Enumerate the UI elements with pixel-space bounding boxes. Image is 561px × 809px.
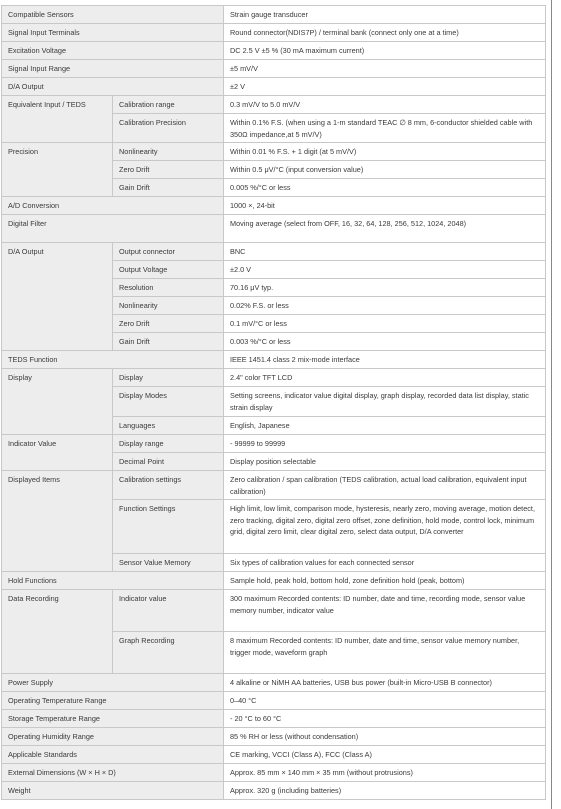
spec-value: BNC — [224, 243, 546, 261]
spec-value: English, Japanese — [224, 417, 546, 435]
spec-value: 1000 ×, 24-bit — [224, 197, 546, 215]
spec-value: 2.4" color TFT LCD — [224, 369, 546, 387]
spec-sublabel: Display range — [113, 435, 224, 453]
spec-value: 0–40 °C — [224, 692, 546, 710]
spec-value: Setting screens, indicator value digital display, graph display, recorded data list display, static strain display — [224, 387, 546, 417]
table-row — [2, 96, 546, 114]
spec-value: DC 2.5 V ±5 % (30 mA maximum current) — [224, 42, 546, 60]
spec-sublabel: Calibration range — [113, 96, 224, 114]
spec-label: Signal Input Terminals — [2, 24, 224, 42]
spec-value: 85 % RH or less (without condensation) — [224, 728, 546, 746]
spec-value: Zero calibration / span calibration (TEDS calibration, actual load calibration, equivalent input calibration) — [224, 471, 546, 500]
spec-value: ±5 mV/V — [224, 60, 546, 78]
spec-label: TEDS Function — [2, 351, 224, 369]
spec-sublabel: Nonlinearity — [113, 297, 224, 315]
spec-group-label: Indicator Value — [2, 435, 113, 471]
table-row — [2, 674, 546, 692]
spec-sublabel: Decimal Point — [113, 453, 224, 471]
spec-value: 300 maximum Recorded contents: ID number, date and time, recording mode, sensor value memory number, indicator value — [224, 590, 546, 632]
spec-value: Sample hold, peak hold, bottom hold, zone definition hold (peak, bottom) — [224, 572, 546, 590]
table-row — [2, 197, 546, 215]
spec-value: 0.02% F.S. or less — [224, 297, 546, 315]
spec-label: Storage Temperature Range — [2, 710, 224, 728]
table-row — [2, 710, 546, 728]
spec-group-label: Displayed Items — [2, 471, 113, 572]
table-row — [2, 590, 546, 632]
spec-value: ±2.0 V — [224, 261, 546, 279]
spec-label: Operating Humidity Range — [2, 728, 224, 746]
spec-value: 0.3 mV/V to 5.0 mV/V — [224, 96, 546, 114]
spec-sublabel: Nonlinearity — [113, 143, 224, 161]
table-row — [2, 351, 546, 369]
spec-label: D/A Output — [2, 78, 224, 96]
spec-label: Weight — [2, 782, 224, 800]
spec-sublabel: Graph Recording — [113, 632, 224, 674]
spec-label: Hold Functions — [2, 572, 224, 590]
spec-label: Operating Temperature Range — [2, 692, 224, 710]
table-row — [2, 243, 546, 261]
spec-value: Six types of calibration values for each connected sensor — [224, 554, 546, 572]
table-row — [2, 215, 546, 243]
spec-sublabel: Output Voltage — [113, 261, 224, 279]
spec-sublabel: Gain Drift — [113, 179, 224, 197]
spec-value: Round connector(NDIS7P) / terminal bank (connect only one at a time) — [224, 24, 546, 42]
spec-value: 0.005 %/°C or less — [224, 179, 546, 197]
spec-sublabel: Function Settings — [113, 500, 224, 554]
spec-value: Within 0.01 % F.S. + 1 digit (at 5 mV/V) — [224, 143, 546, 161]
table-row — [2, 369, 546, 387]
spec-value: Within 0.5 μV/°C (input conversion value) — [224, 161, 546, 179]
spec-value: 4 alkaline or NiMH AA batteries, USB bus power (built-in Micro-USB B connector) — [224, 674, 546, 692]
table-row — [2, 78, 546, 96]
spec-group-label: Data Recording — [2, 590, 113, 674]
spec-sublabel: Resolution — [113, 279, 224, 297]
spec-sublabel: Gain Drift — [113, 333, 224, 351]
spec-value: 0.003 %/°C or less — [224, 333, 546, 351]
spec-value: 0.1 mV/°C or less — [224, 315, 546, 333]
spec-sublabel: Display — [113, 369, 224, 387]
spec-sublabel: Languages — [113, 417, 224, 435]
spec-label: Digital Filter — [2, 215, 224, 243]
table-row — [2, 471, 546, 500]
spec-label: Excitation Voltage — [2, 42, 224, 60]
spec-label: Compatible Sensors — [2, 6, 224, 24]
spec-value: Display position selectable — [224, 453, 546, 471]
table-row — [2, 728, 546, 746]
spec-label: External Dimensions (W × H × D) — [2, 764, 224, 782]
spec-value: Within 0.1% F.S. (when using a 1-m standard TEAC ∅ 8 mm, 6-conductor shielded cable with 350Ω impedance,at 5 mV/V) — [224, 114, 546, 143]
spec-sublabel: Zero Drift — [113, 315, 224, 333]
spec-sublabel: Zero Drift — [113, 161, 224, 179]
spec-sublabel: Calibration Precision — [113, 114, 224, 143]
table-row — [2, 435, 546, 453]
spec-value: 8 maximum Recorded contents: ID number, date and time, sensor value memory number, trigger mode, waveform graph — [224, 632, 546, 674]
spec-sublabel: Calibration settings — [113, 471, 224, 500]
spec-value: Approx. 85 mm × 140 mm × 35 mm (without protrusions) — [224, 764, 546, 782]
spec-sublabel: Sensor Value Memory — [113, 554, 224, 572]
table-row — [2, 746, 546, 764]
table-row — [2, 692, 546, 710]
spec-group-label: Display — [2, 369, 113, 435]
spec-sublabel: Output connector — [113, 243, 224, 261]
spec-value: Approx. 320 g (including batteries) — [224, 782, 546, 800]
spec-value: - 20 °C to 60 °C — [224, 710, 546, 728]
table-row — [2, 60, 546, 78]
table-row — [2, 143, 546, 161]
specifications-table — [1, 5, 546, 800]
spec-sublabel: Display Modes — [113, 387, 224, 417]
spec-value: IEEE 1451.4 class 2 mix-mode interface — [224, 351, 546, 369]
table-row — [2, 782, 546, 800]
spec-sublabel: Indicator value — [113, 590, 224, 632]
spec-group-label: Equivalent Input / TEDS — [2, 96, 113, 143]
spec-value: Strain gauge transducer — [224, 6, 546, 24]
page-edge-divider — [551, 0, 552, 809]
table-row — [2, 6, 546, 24]
spec-label: Applicable Standards — [2, 746, 224, 764]
spec-label: A/D Conversion — [2, 197, 224, 215]
table-row — [2, 42, 546, 60]
spec-label: Power Supply — [2, 674, 224, 692]
table-row — [2, 24, 546, 42]
table-row — [2, 572, 546, 590]
spec-value: Moving average (select from OFF, 16, 32, 64, 128, 256, 512, 1024, 2048) — [224, 215, 546, 243]
spec-value: ±2 V — [224, 78, 546, 96]
spec-value: CE marking, VCCI (Class A), FCC (Class A) — [224, 746, 546, 764]
spec-group-label: Precision — [2, 143, 113, 197]
table-row — [2, 764, 546, 782]
spec-value: High limit, low limit, comparison mode, hysteresis, nearly zero, moving average, motion detect, zero tracking, digital zero, digital zero offset, zone definition, hold mode, control lock, minimum grid, digital zero limit, clear digital zero, select data output, D/A converter — [224, 500, 546, 554]
spec-value: - 99999 to 99999 — [224, 435, 546, 453]
spec-group-label: D/A Output — [2, 243, 113, 351]
spec-label: Signal Input Range — [2, 60, 224, 78]
spec-value: 70.16 μV typ. — [224, 279, 546, 297]
